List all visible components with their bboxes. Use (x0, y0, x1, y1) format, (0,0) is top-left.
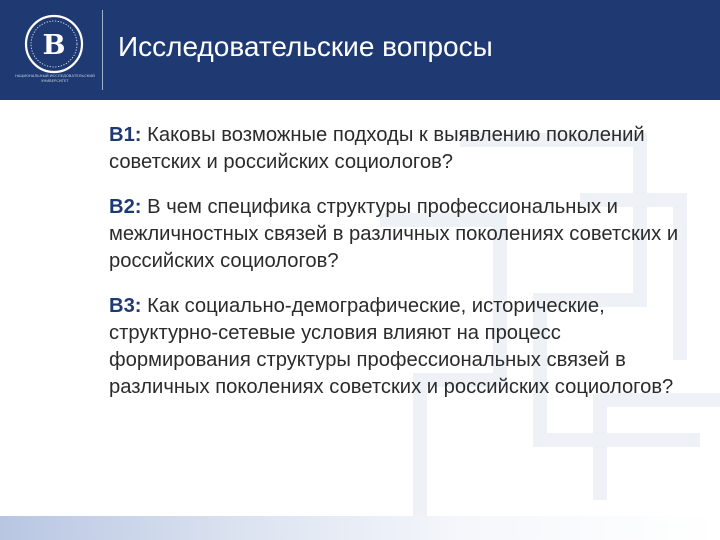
question-text: Каковы возможные подходы к выявлению поколений советских и российских социологов? (109, 124, 645, 173)
question-text: Как социально-демографические, исторические, структурно-сетевые условия влияют на процесс формирования структуры профессиональных связей в различных поколениях советских и российских социологов? (109, 295, 674, 398)
question-item-3 (109, 293, 707, 401)
logo-caption: НАЦИОНАЛЬНЫЙ ИССЛЕДОВАТЕЛЬСКИЙ УНИВЕРСИТЕТ (15, 74, 95, 83)
question-text: В чем специфика структуры профессиональных и межличностных связей в различных поколениях советских и российских социологов? (109, 196, 679, 272)
header-divider (102, 10, 103, 90)
question-label: В3: (109, 295, 142, 317)
question-label: В1: (109, 124, 142, 146)
page-title: Исследовательские вопросы (118, 31, 493, 62)
logo-letter: В (42, 30, 66, 61)
question-item-2 (109, 194, 707, 275)
footer-band (0, 516, 720, 540)
questions-list (109, 122, 707, 419)
question-label: В2: (109, 196, 142, 218)
question-item-1 (109, 122, 707, 176)
header-bar (0, 0, 720, 100)
